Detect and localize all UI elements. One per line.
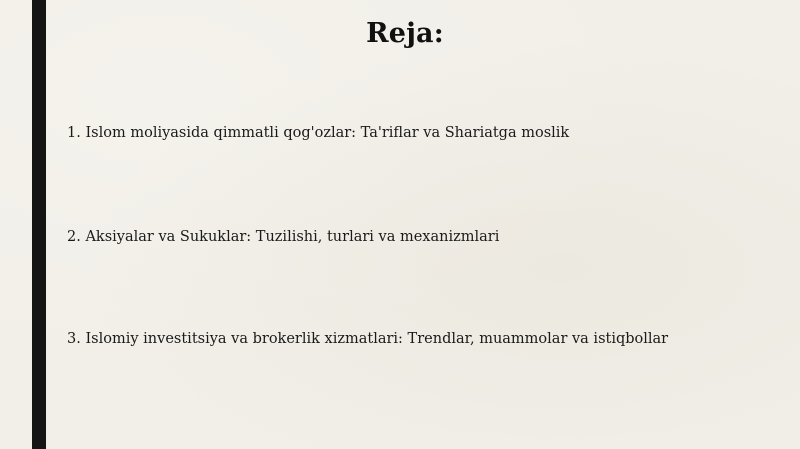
slide-title: Reja: xyxy=(366,18,444,49)
plan-item-3: 3. Islomiy investitsiya va brokerlik xizmatlari: Trendlar, muammolar va istiqbollar xyxy=(67,331,669,347)
plan-item-1: 1. Islom moliyasida qimmatli qog'ozlar: Ta'riflar va Shariatga moslik xyxy=(67,125,570,141)
plan-item-2: 2. Aksiyalar va Sukuklar: Tuzilishi, turlari va mexanizmlari xyxy=(67,229,500,245)
left-accent-bar xyxy=(32,0,46,449)
